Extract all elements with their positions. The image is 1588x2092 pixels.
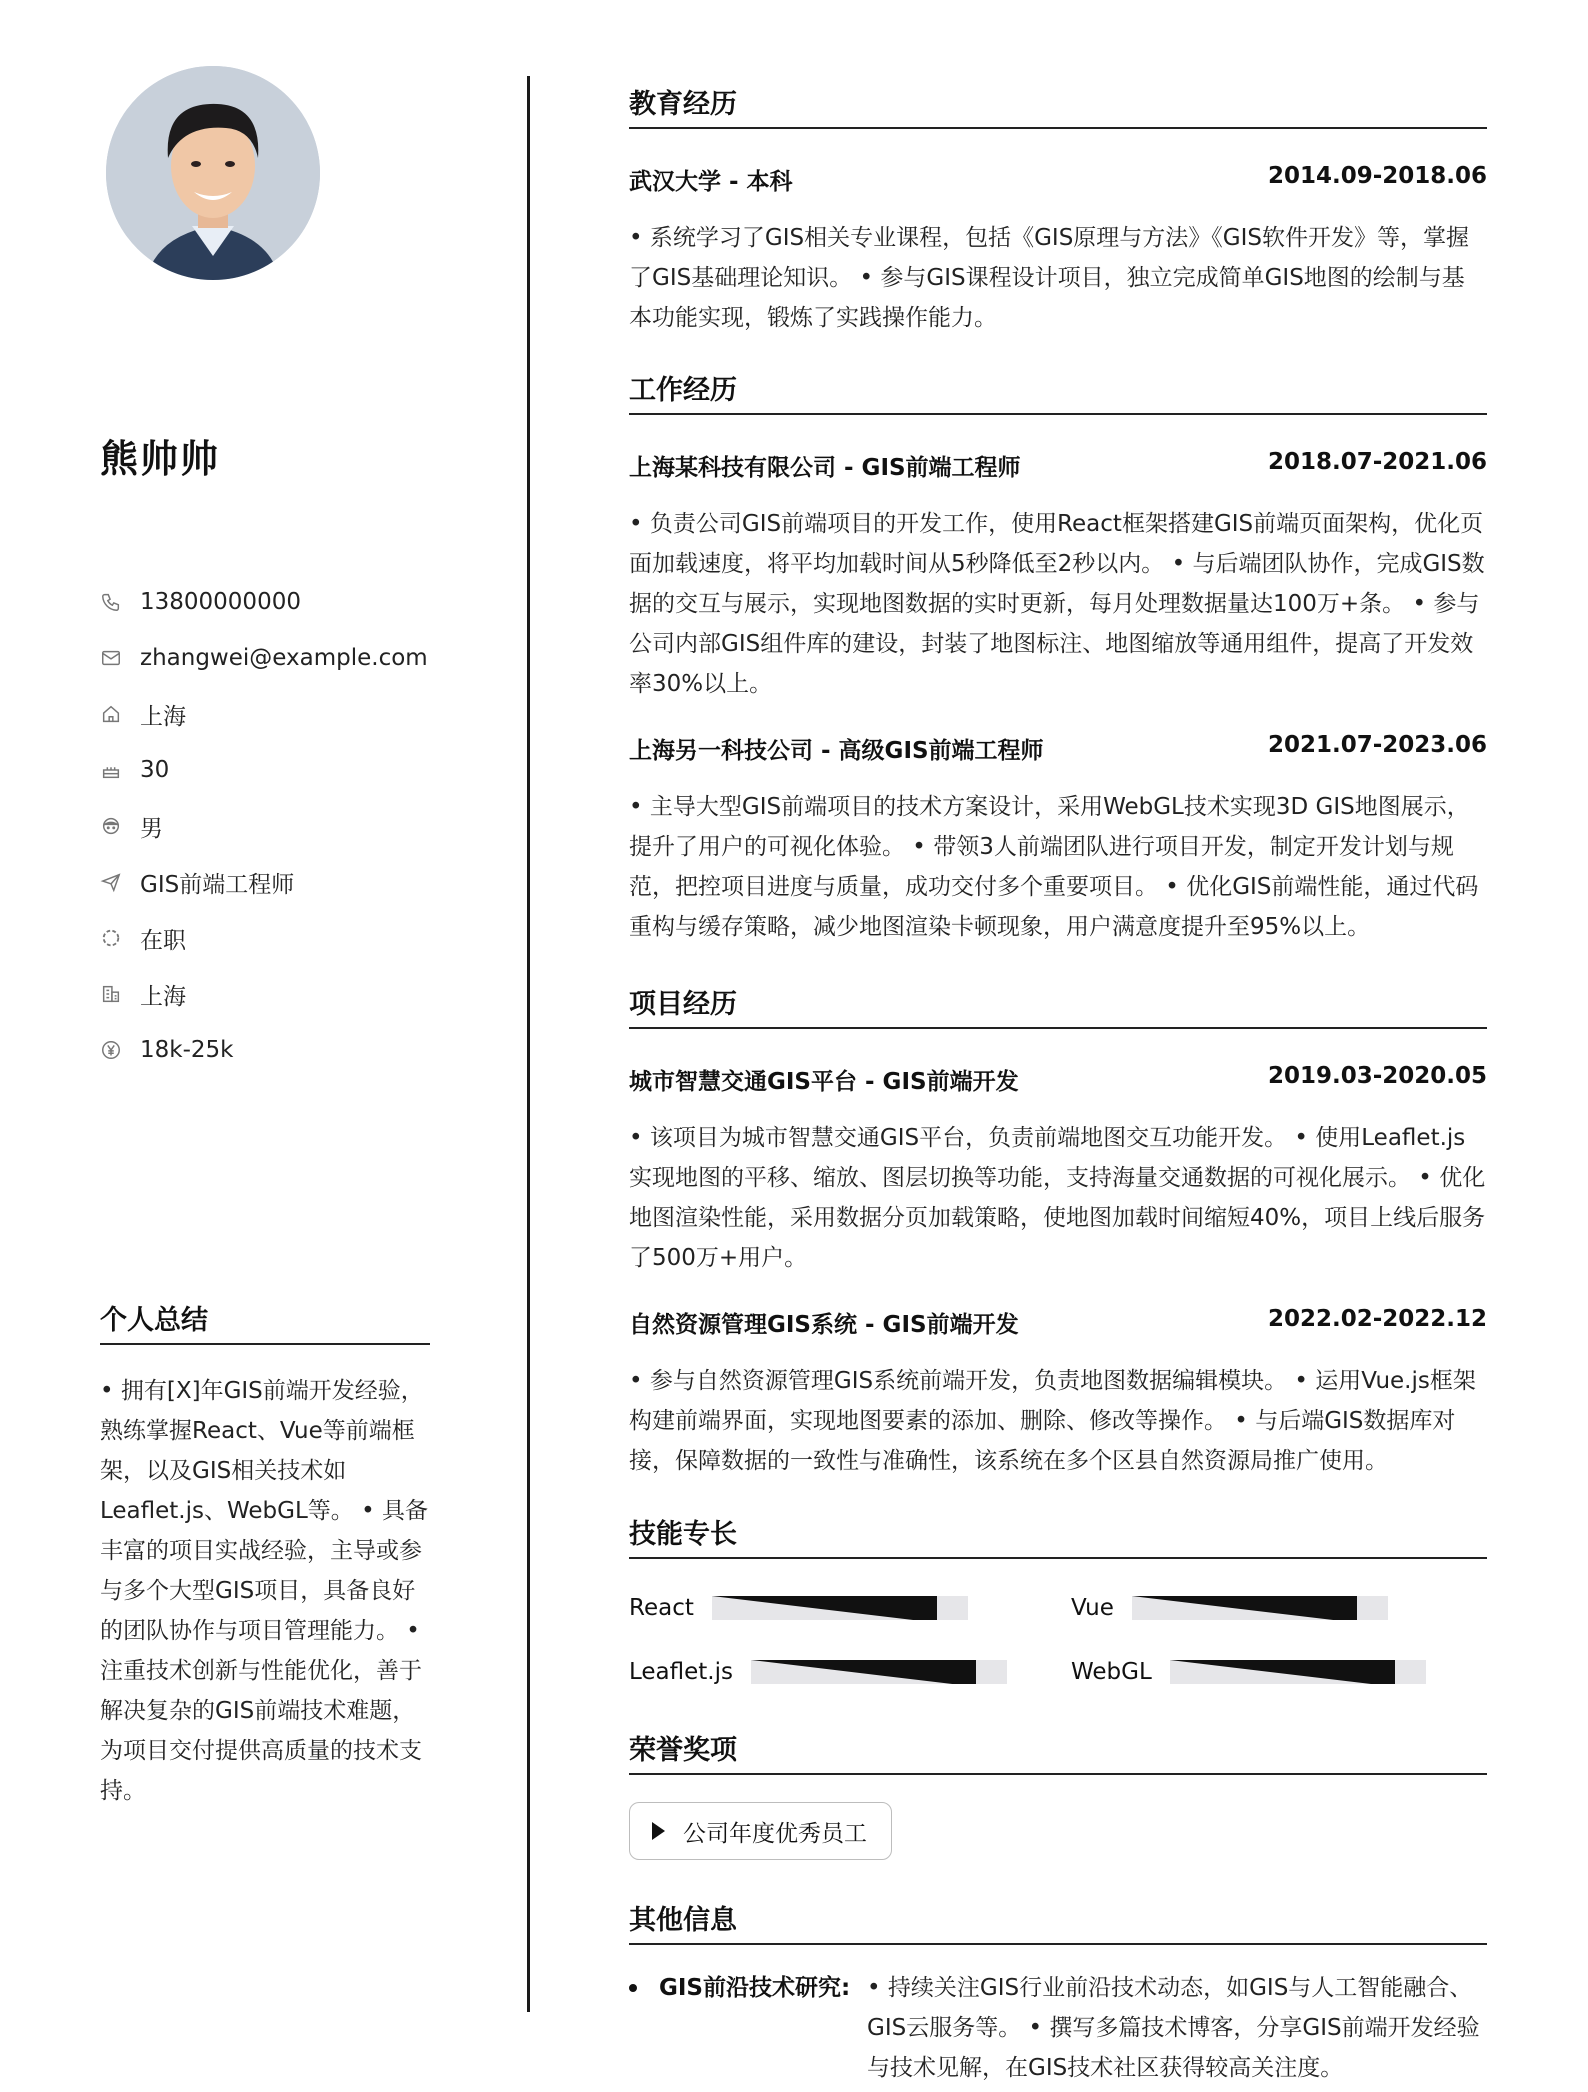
phone-icon (100, 591, 122, 613)
other-section (629, 1898, 1487, 1945)
contact-status (100, 910, 430, 966)
cake-icon (100, 759, 122, 781)
skill-bar-fill (1132, 1596, 1357, 1620)
entry-date: 2014.09-2018.06 (1267, 163, 1487, 189)
section-title: 技能专长 (629, 1512, 1487, 1559)
entry-date: 2021.07-2023.06 (1267, 732, 1487, 758)
contact-position (100, 854, 430, 910)
sidebar (100, 66, 430, 1804)
contact-salary (100, 1022, 430, 1078)
entry-date: 2019.03-2020.05 (1267, 1063, 1487, 1089)
contact-value: 18k-25k (140, 1037, 234, 1063)
other-key: GIS前沿技术研究: (659, 1975, 851, 2001)
section-title: 项目经历 (629, 982, 1487, 1029)
education-section (629, 82, 1487, 338)
skill-item (1071, 1592, 1388, 1624)
awards-section (629, 1728, 1487, 1775)
skill-label: React (629, 1595, 694, 1621)
entry-heading: 上海某科技有限公司 - GIS前端工程师 (629, 455, 1021, 481)
section-title: 荣誉奖项 (629, 1728, 1487, 1775)
contact-list (100, 574, 430, 1078)
avatar-photo (106, 66, 320, 280)
contact-value: zhangwei@example.com (140, 645, 428, 671)
skill-bar-fill (751, 1660, 976, 1684)
summary-text: • 拥有[X]年GIS前端开发经验，熟练掌握React、Vue等前端框架，以及GIS相关技术如Leaflet.js、WebGL等。 • 具备丰富的项目实战经验，主导或参与多个大型GIS项目，具备良好的团队协作与项目管理能力。 • 注重技术创新与性能优化，善于解决复杂的GIS前端技术难题，为项目交付提供高质量的技术支持。 (100, 1378, 428, 1804)
entry-heading: 武汉大学 - 本科 (629, 169, 793, 195)
entry-date: 2022.02-2022.12 (1267, 1306, 1487, 1332)
entry-heading: 上海另一科技公司 - 高级GIS前端工程师 (629, 738, 1044, 764)
section-title: 其他信息 (629, 1898, 1487, 1945)
section-title: 教育经历 (629, 82, 1487, 129)
skill-item (1071, 1656, 1426, 1688)
skill-label: Leaflet.js (629, 1659, 733, 1685)
entry-heading: 自然资源管理GIS系统 - GIS前端开发 (629, 1312, 1019, 1338)
contact-value: 30 (140, 757, 170, 783)
skill-bar-track (751, 1660, 1007, 1684)
projects-section (629, 982, 1487, 1481)
contact-city (100, 966, 430, 1022)
other-text: • 持续关注GIS行业前沿技术动态，如GIS与人工智能融合、GIS云服务等。 • 撰写多篇技术博客，分享GIS前端开发经验与技术见解，在GIS技术社区获得较高关注度。 (867, 1975, 1480, 2081)
skill-label: Vue (1071, 1595, 1114, 1621)
gender-icon (100, 815, 122, 837)
skill-item (629, 1592, 968, 1624)
work-section (629, 368, 1487, 947)
skill-bar-fill (1170, 1660, 1395, 1684)
contact-phone (100, 574, 430, 630)
contact-value: 在职 (140, 927, 186, 954)
contact-gender (100, 798, 430, 854)
contact-email (100, 630, 430, 686)
entry-date: 2018.07-2021.06 (1267, 449, 1487, 475)
contact-address (100, 686, 430, 742)
avatar (106, 66, 320, 280)
project-entry (629, 1063, 1487, 1278)
send-icon (100, 871, 122, 893)
skill-item (629, 1656, 1007, 1688)
entry-heading: 城市智慧交通GIS平台 - GIS前端开发 (629, 1069, 1019, 1095)
contact-value: 上海 (140, 983, 186, 1010)
skill-label: WebGL (1071, 1659, 1152, 1685)
status-icon (100, 927, 122, 949)
work-entry (629, 449, 1487, 704)
mail-icon (100, 647, 122, 669)
section-title: 工作经历 (629, 368, 1487, 415)
home-icon (100, 703, 122, 725)
project-entry (629, 1306, 1487, 1481)
education-entry (629, 163, 1487, 338)
other-item (629, 1968, 1487, 2088)
yen-icon (100, 1039, 122, 1061)
skill-bar-track (712, 1596, 968, 1620)
column-divider (527, 76, 530, 2012)
entry-text: • 负责公司GIS前端项目的开发工作，使用React框架搭建GIS前端页面架构，优化页面加载速度，将平均加载时间从5秒降低至2秒以内。 • 与后端团队协作，完成GIS数据的交互与展示，实现地图数据的实时更新，每月处理数据量达100万+条。 • 参与公司内部GIS组件库的建设，封装了地图标注、地图缩放等通用组件，提高了开发效率30%以上。 (629, 511, 1485, 697)
award-item[interactable] (629, 1802, 892, 1860)
summary-section (100, 1298, 430, 1811)
building-icon (100, 983, 122, 1005)
entry-text: • 参与自然资源管理GIS系统前端开发，负责地图数据编辑模块。 • 运用Vue.js框架构建前端界面，实现地图要素的添加、删除、修改等操作。 • 与后端GIS数据库对接，保障数据的一致性与准确性，该系统在多个区县自然资源局推广使用。 (629, 1368, 1476, 1474)
entry-text: • 该项目为城市智慧交通GIS平台，负责前端地图交互功能开发。 • 使用Leaflet.js实现地图的平移、缩放、图层切换等功能，支持海量交通数据的可视化展示。 • 优化地图渲染性能，采用数据分页加载策略，使地图加载时间缩短40%，项目上线后服务了500万+用户。 (629, 1125, 1486, 1271)
entry-text: • 系统学习了GIS相关专业课程，包括《GIS原理与方法》《GIS软件开发》等，掌握了GIS基础理论知识。 • 参与GIS课程设计项目，独立完成简单GIS地图的绘制与基本功能实现，锻炼了实践操作能力。 (629, 225, 1469, 331)
contact-value: GIS前端工程师 (140, 871, 295, 898)
contact-value: 上海 (140, 703, 186, 730)
bullet-dot (629, 1984, 637, 1992)
award-label: 公司年度优秀员工 (683, 1820, 867, 1847)
contact-value: 13800000000 (140, 589, 301, 615)
contact-age (100, 742, 430, 798)
contact-value: 男 (140, 815, 163, 842)
entry-text: • 主导大型GIS前端项目的技术方案设计，采用WebGL技术实现3D GIS地图展示，提升了用户的可视化体验。 • 带领3人前端团队进行项目开发，制定开发计划与规范，把控项目进度与质量，成功交付多个重要项目。 • 优化GIS前端性能，通过代码重构与缓存策略，减少地图渲染卡顿现象，用户满意度提升至95%以上。 (629, 794, 1479, 940)
work-entry (629, 732, 1487, 947)
summary-title: 个人总结 (100, 1298, 430, 1345)
candidate-name: 熊帅帅 (100, 437, 221, 481)
skill-bar-fill (712, 1596, 937, 1620)
skill-bar-track (1132, 1596, 1388, 1620)
skill-bar-track (1170, 1660, 1426, 1684)
play-triangle-icon (652, 1822, 665, 1840)
skills-section (629, 1512, 1487, 1559)
